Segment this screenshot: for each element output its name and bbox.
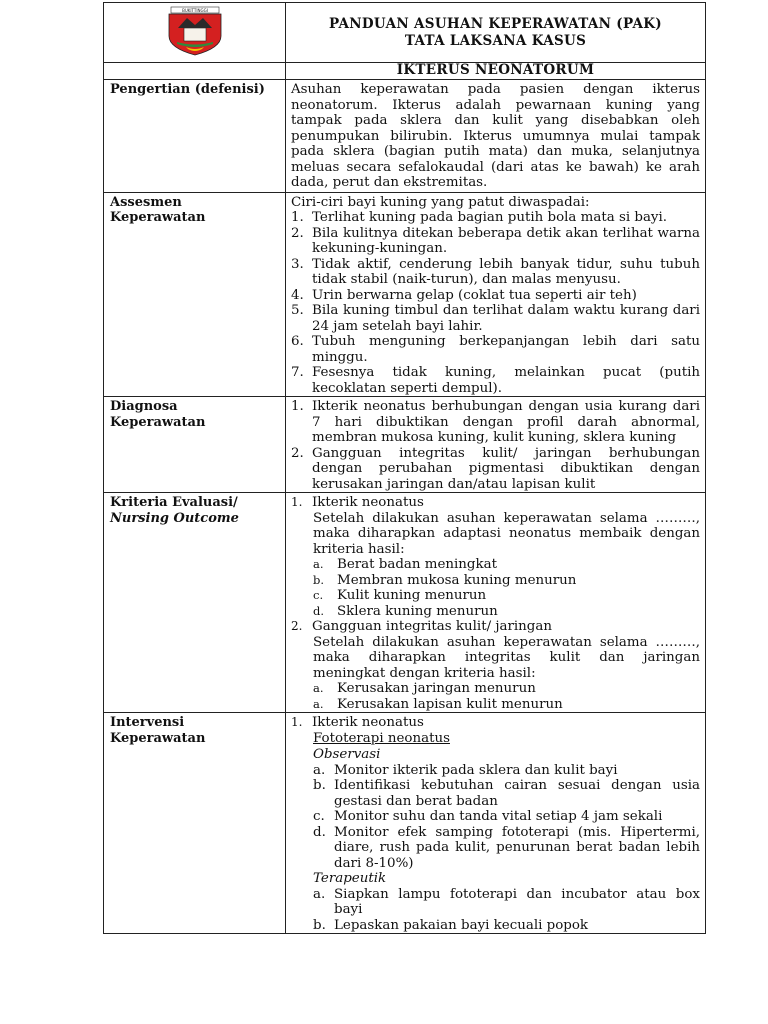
intervention-label-line-1: Intervensi	[110, 715, 185, 730]
outcome-criterion	[291, 557, 700, 573]
outcome-group-description: Setelah dilakukan asuhan keperawatan selama ………, maka diharapkan integritas kulit dan jaringan meningkat dengan kriteria hasil:	[313, 634, 700, 681]
observasi-item-text: Monitor efek samping fototerapi (mis. Hipertermi, diare, rush pada kulit, penurunan berat badan lebih dari 8-10%)	[334, 824, 700, 871]
observasi-item	[291, 809, 700, 825]
diagnosis-item-number: 2.	[291, 445, 304, 461]
diagnosis-item	[291, 446, 700, 493]
outcome-groups	[291, 495, 700, 712]
terapeutik-item	[291, 887, 700, 918]
diagnosis-label-line-1: Diagnosa	[110, 399, 178, 414]
diagnosis-item-text: Gangguan integritas kulit/ jaringan berhubungan dengan perubahan pigmentasi dibuktikan dengan kerusakan jaringan dan/atau lapisan kulit	[312, 445, 700, 492]
assessment-item	[291, 257, 700, 288]
diagnosis-item	[291, 399, 700, 446]
outcome-criterion-letter: b.	[313, 572, 325, 587]
terapeutik-list	[291, 887, 700, 934]
observasi-list	[291, 763, 700, 872]
diagnosis-label	[104, 397, 286, 493]
outcome-criterion	[291, 573, 700, 589]
outcome-content	[286, 493, 706, 713]
terapeutik-item-number: b.	[313, 917, 326, 933]
observasi-item	[291, 778, 700, 809]
case-title-blank	[104, 63, 286, 80]
outcome-group-number: 1.	[291, 495, 303, 509]
assessment-item-number: 7.	[291, 365, 304, 380]
assessment-item-text: Fesesnya tidak kuning, melainkan pucat (putih kecoklatan seperti dempul).	[312, 365, 700, 396]
intervention-heading	[291, 715, 700, 731]
assessment-item-number: 5.	[291, 303, 304, 318]
outcome-row	[104, 493, 706, 713]
outcome-group-description: Setelah dilakukan asuhan keperawatan selama ………, maka diharapkan adaptasi neonatus membaik dengan kriteria hasil:	[313, 510, 700, 557]
observasi-label: Observasi	[313, 747, 381, 762]
diagnosis-list	[291, 399, 700, 492]
observasi-item-text: Identifikasi kebutuhan cairan sesuai dengan usia gestasi dan berat badan	[334, 778, 700, 809]
observasi-item	[291, 763, 700, 779]
assessment-item	[291, 365, 700, 396]
observasi-item-number: d.	[313, 824, 326, 840]
outcome-criterion-letter: a.	[313, 696, 324, 711]
assessment-item-number: 3.	[291, 256, 304, 272]
title-line-2: TATA LAKSANA KASUS	[404, 32, 587, 49]
outcome-criterion-letter: d.	[313, 603, 325, 618]
intervention-label-line-2: Keperawatan	[110, 730, 206, 746]
case-title-row	[104, 63, 706, 80]
assessment-intro: Ciri-ciri bayi kuning yang patut diwaspadai:	[291, 194, 590, 210]
assessment-row	[104, 192, 706, 397]
assessment-label-line-1: Assesmen	[110, 194, 182, 210]
observasi-item-number: a.	[313, 762, 326, 778]
assessment-item-text: Bila kuning timbul dan terlihat dalam waktu kurang dari 24 jam setelah bayi lahir.	[312, 303, 700, 334]
outcome-criterion	[291, 604, 700, 620]
intervention-subtitle: Fototerapi neonatus	[313, 730, 450, 746]
assessment-item	[291, 334, 700, 365]
diagnosis-label-line-2: Keperawatan	[110, 414, 206, 430]
observasi-item-text: Monitor suhu dan tanda vital setiap 4 jam sekali	[334, 809, 663, 824]
logo-cell	[104, 3, 286, 63]
assessment-item	[291, 288, 700, 304]
outcome-label-line-2: Nursing Outcome	[110, 510, 239, 526]
outcome-criterion	[291, 681, 700, 697]
outcome-criterion-letter: c.	[313, 588, 324, 602]
outcome-criterion	[291, 588, 700, 604]
observasi-item	[291, 825, 700, 872]
case-title: IKTERUS NEONATORUM	[286, 63, 706, 80]
bukittinggi-logo-icon	[160, 6, 230, 56]
assessment-label	[104, 192, 286, 397]
intervention-number: 1.	[291, 715, 303, 729]
intervention-title: Ikterik neonatus	[312, 715, 424, 730]
assessment-item-number: 4.	[291, 287, 304, 303]
outcome-group-title: Ikterik neonatus	[312, 495, 424, 510]
terapeutik-item-number: a.	[313, 886, 326, 902]
definition-row	[104, 80, 706, 193]
outcome-label-line-1: Kriteria Evaluasi/	[110, 495, 238, 510]
outcome-criterion	[291, 697, 700, 713]
diagnosis-row	[104, 397, 706, 493]
intervention-label	[104, 713, 286, 934]
title-line-1: PANDUAN ASUHAN KEPERAWATAN (PAK)	[329, 16, 662, 32]
outcome-group-number: 2.	[291, 619, 303, 633]
outcome-criterion-text: Membran mukosa kuning menurun	[337, 572, 577, 588]
outcome-criterion-text: Kulit kuning menurun	[337, 588, 487, 603]
diagnosis-content	[286, 397, 706, 493]
outcome-label	[104, 493, 286, 713]
assessment-item-text: Bila kulitnya ditekan beberapa detik akan terlihat warna kekuning-kuningan.	[312, 225, 700, 256]
assessment-item-text: Terlihat kuning pada bagian putih bola mata si bayi.	[312, 210, 668, 225]
terapeutik-label: Terapeutik	[313, 871, 387, 886]
terapeutik-item-text: Siapkan lampu fototerapi dan incubator atau box bayi	[334, 886, 700, 917]
document-title	[286, 3, 706, 63]
assessment-item-text: Tidak aktif, cenderung lebih banyak tidur, suhu tubuh tidak stabil (naik-turun), dan malas menyusu.	[312, 256, 700, 287]
assessment-item-text: Urin berwarna gelap (coklat tua seperti air teh)	[312, 287, 637, 303]
definition-text: Asuhan keperawatan pada pasien dengan ikterus neonatorum. Ikterus adalah pewarnaan kuning yang tampak pada sklera dan kulit yang disebabkan oleh penumpukan bilirubin. Ikterus umumnya mulai tampak pada sklera (bagian putih mata) dan muka, selanjutnya meluas secara sefalokaudal (dari atas ke bawah) ke arah dada, perut dan ekstremitas.	[286, 80, 706, 193]
outcome-criterion-text: Berat badan meningkat	[337, 557, 497, 572]
observasi-item-text: Monitor ikterik pada sklera dan kulit bayi	[334, 762, 618, 778]
assessment-label-line-2: Keperawatan	[110, 210, 206, 225]
outcome-group-heading	[291, 495, 700, 511]
assessment-item	[291, 226, 700, 257]
observasi-item-number: b.	[313, 778, 326, 793]
intervention-content	[286, 713, 706, 934]
assessment-item	[291, 210, 700, 226]
outcome-criterion-text: Sklera kuning menurun	[337, 603, 498, 619]
terapeutik-item-text: Lepaskan pakaian bayi kecuali popok	[334, 917, 589, 933]
assessment-item-number: 6.	[291, 334, 304, 349]
header-row	[104, 3, 706, 63]
logo-caption: BUKITTINGGI	[181, 7, 208, 13]
outcome-criterion-letter: a.	[313, 557, 324, 571]
assessment-item-number: 2.	[291, 225, 304, 241]
outcome-group-title: Gangguan integritas kulit/ jaringan	[312, 619, 552, 634]
assessment-content	[286, 192, 706, 397]
outcome-criterion-text: Kerusakan jaringan menurun	[337, 681, 536, 696]
observasi-item-number: c.	[313, 809, 325, 824]
outcome-criterion-letter: a.	[313, 681, 324, 695]
assessment-item	[291, 303, 700, 334]
assessment-item-text: Tubuh menguning berkepanjangan lebih dari satu minggu.	[312, 334, 700, 365]
diagnosis-item-text: Ikterik neonatus berhubungan dengan usia kurang dari 7 hari dibuktikan dengan profil darah abnormal, membran mukosa kuning, kulit kuning, sklera kuning	[312, 399, 700, 445]
outcome-group-heading	[291, 619, 700, 635]
outcome-criterion-text: Kerusakan lapisan kulit menurun	[337, 696, 563, 712]
diagnosis-item-number: 1.	[291, 399, 304, 414]
definition-label: Pengertian (defenisi)	[104, 80, 286, 193]
assessment-item-number: 1.	[291, 210, 304, 225]
intervention-row	[104, 713, 706, 934]
assessment-list	[291, 210, 700, 396]
terapeutik-item	[291, 918, 700, 934]
nursing-guide-table	[103, 2, 706, 934]
